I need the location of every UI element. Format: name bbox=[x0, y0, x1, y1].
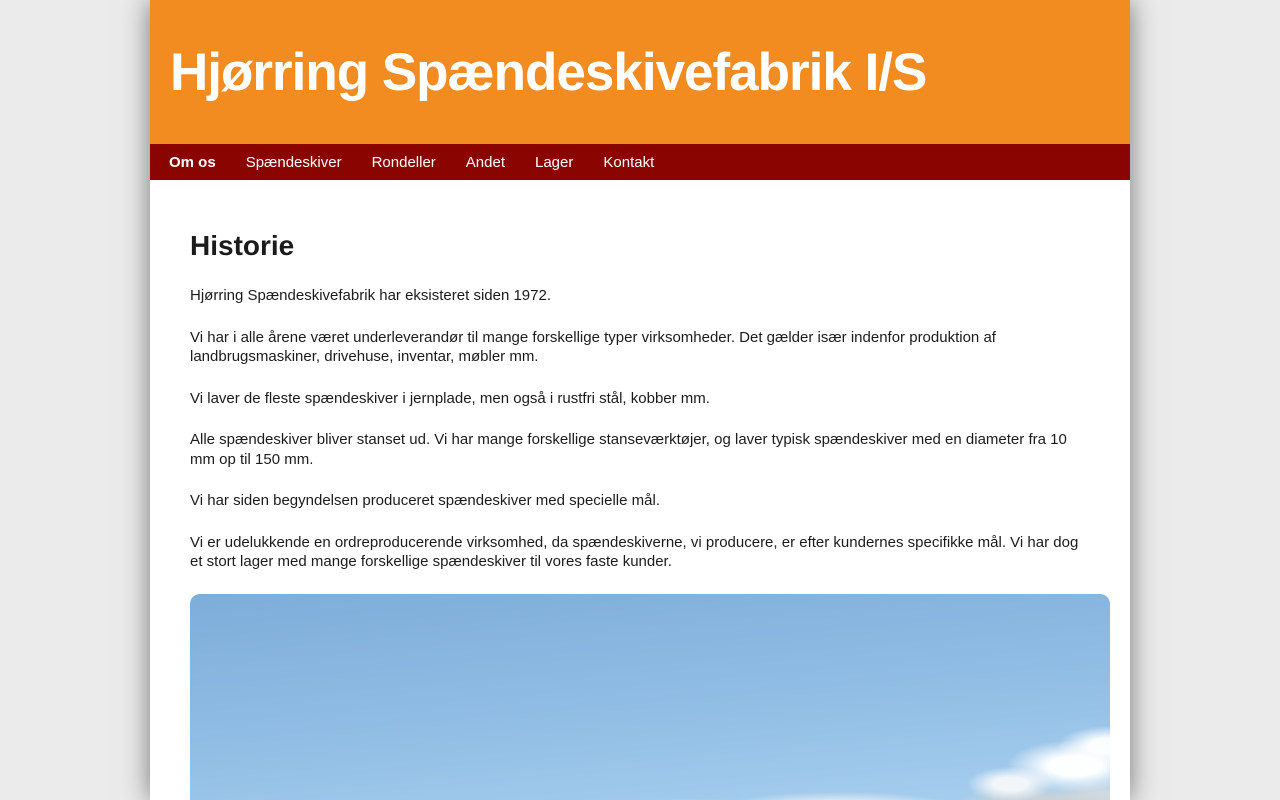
nav-item-andet[interactable]: Andet bbox=[465, 153, 505, 171]
content-area bbox=[150, 180, 1130, 800]
main-nav bbox=[150, 144, 1130, 180]
page-title: Historie bbox=[190, 230, 295, 261]
page-container bbox=[150, 0, 1130, 800]
site-header bbox=[150, 0, 1130, 144]
nav-item-om-os[interactable]: Om os bbox=[169, 153, 216, 171]
paragraph-stamping: Alle spændeskiver bliver stanset ud. Vi har mange forskellige stanseværktøjer, og laver typisk spændeskiver med en diameter fra 10 mm op til 150 mm. bbox=[190, 431, 1067, 468]
nav-item-lager[interactable]: Lager bbox=[535, 153, 574, 171]
nav-item-rondeller[interactable]: Rondeller bbox=[371, 153, 436, 171]
paragraph-subsupplier: Vi har i alle årene været underleverandør til mange forskellige typer virksomheder. Det gælder især indenfor produktion af landbrugsmaskiner, drivehuse, inventar, møbler mm. bbox=[190, 328, 996, 365]
paragraph-special-sizes: Vi har siden begyndelsen produceret spændeskiver med specielle mål. bbox=[190, 492, 660, 509]
paragraph-founded: Hjørring Spændeskivefabrik har eksisteret siden 1972. bbox=[190, 287, 552, 304]
nav-item-kontakt[interactable]: Kontakt bbox=[603, 153, 655, 171]
site-title: Hjørring Spændeskivefabrik I/S bbox=[170, 42, 927, 102]
paragraph-materials: Vi laver de fleste spændeskiver i jernplade, men også i rustfri stål, kobber mm. bbox=[190, 389, 710, 407]
sky-clouds-photo bbox=[190, 594, 1110, 800]
nav-item-spaendeskiver[interactable]: Spændeskiver bbox=[245, 153, 342, 171]
paragraph-order-production: Vi er udelukkende en ordreproducerende virksomhed, da spændeskiverne, vi producere, er efter kundernes specifikke mål. Vi har dog et stort lager med mange forskellige spændeskiver til vores faste kunder. bbox=[190, 533, 1079, 570]
